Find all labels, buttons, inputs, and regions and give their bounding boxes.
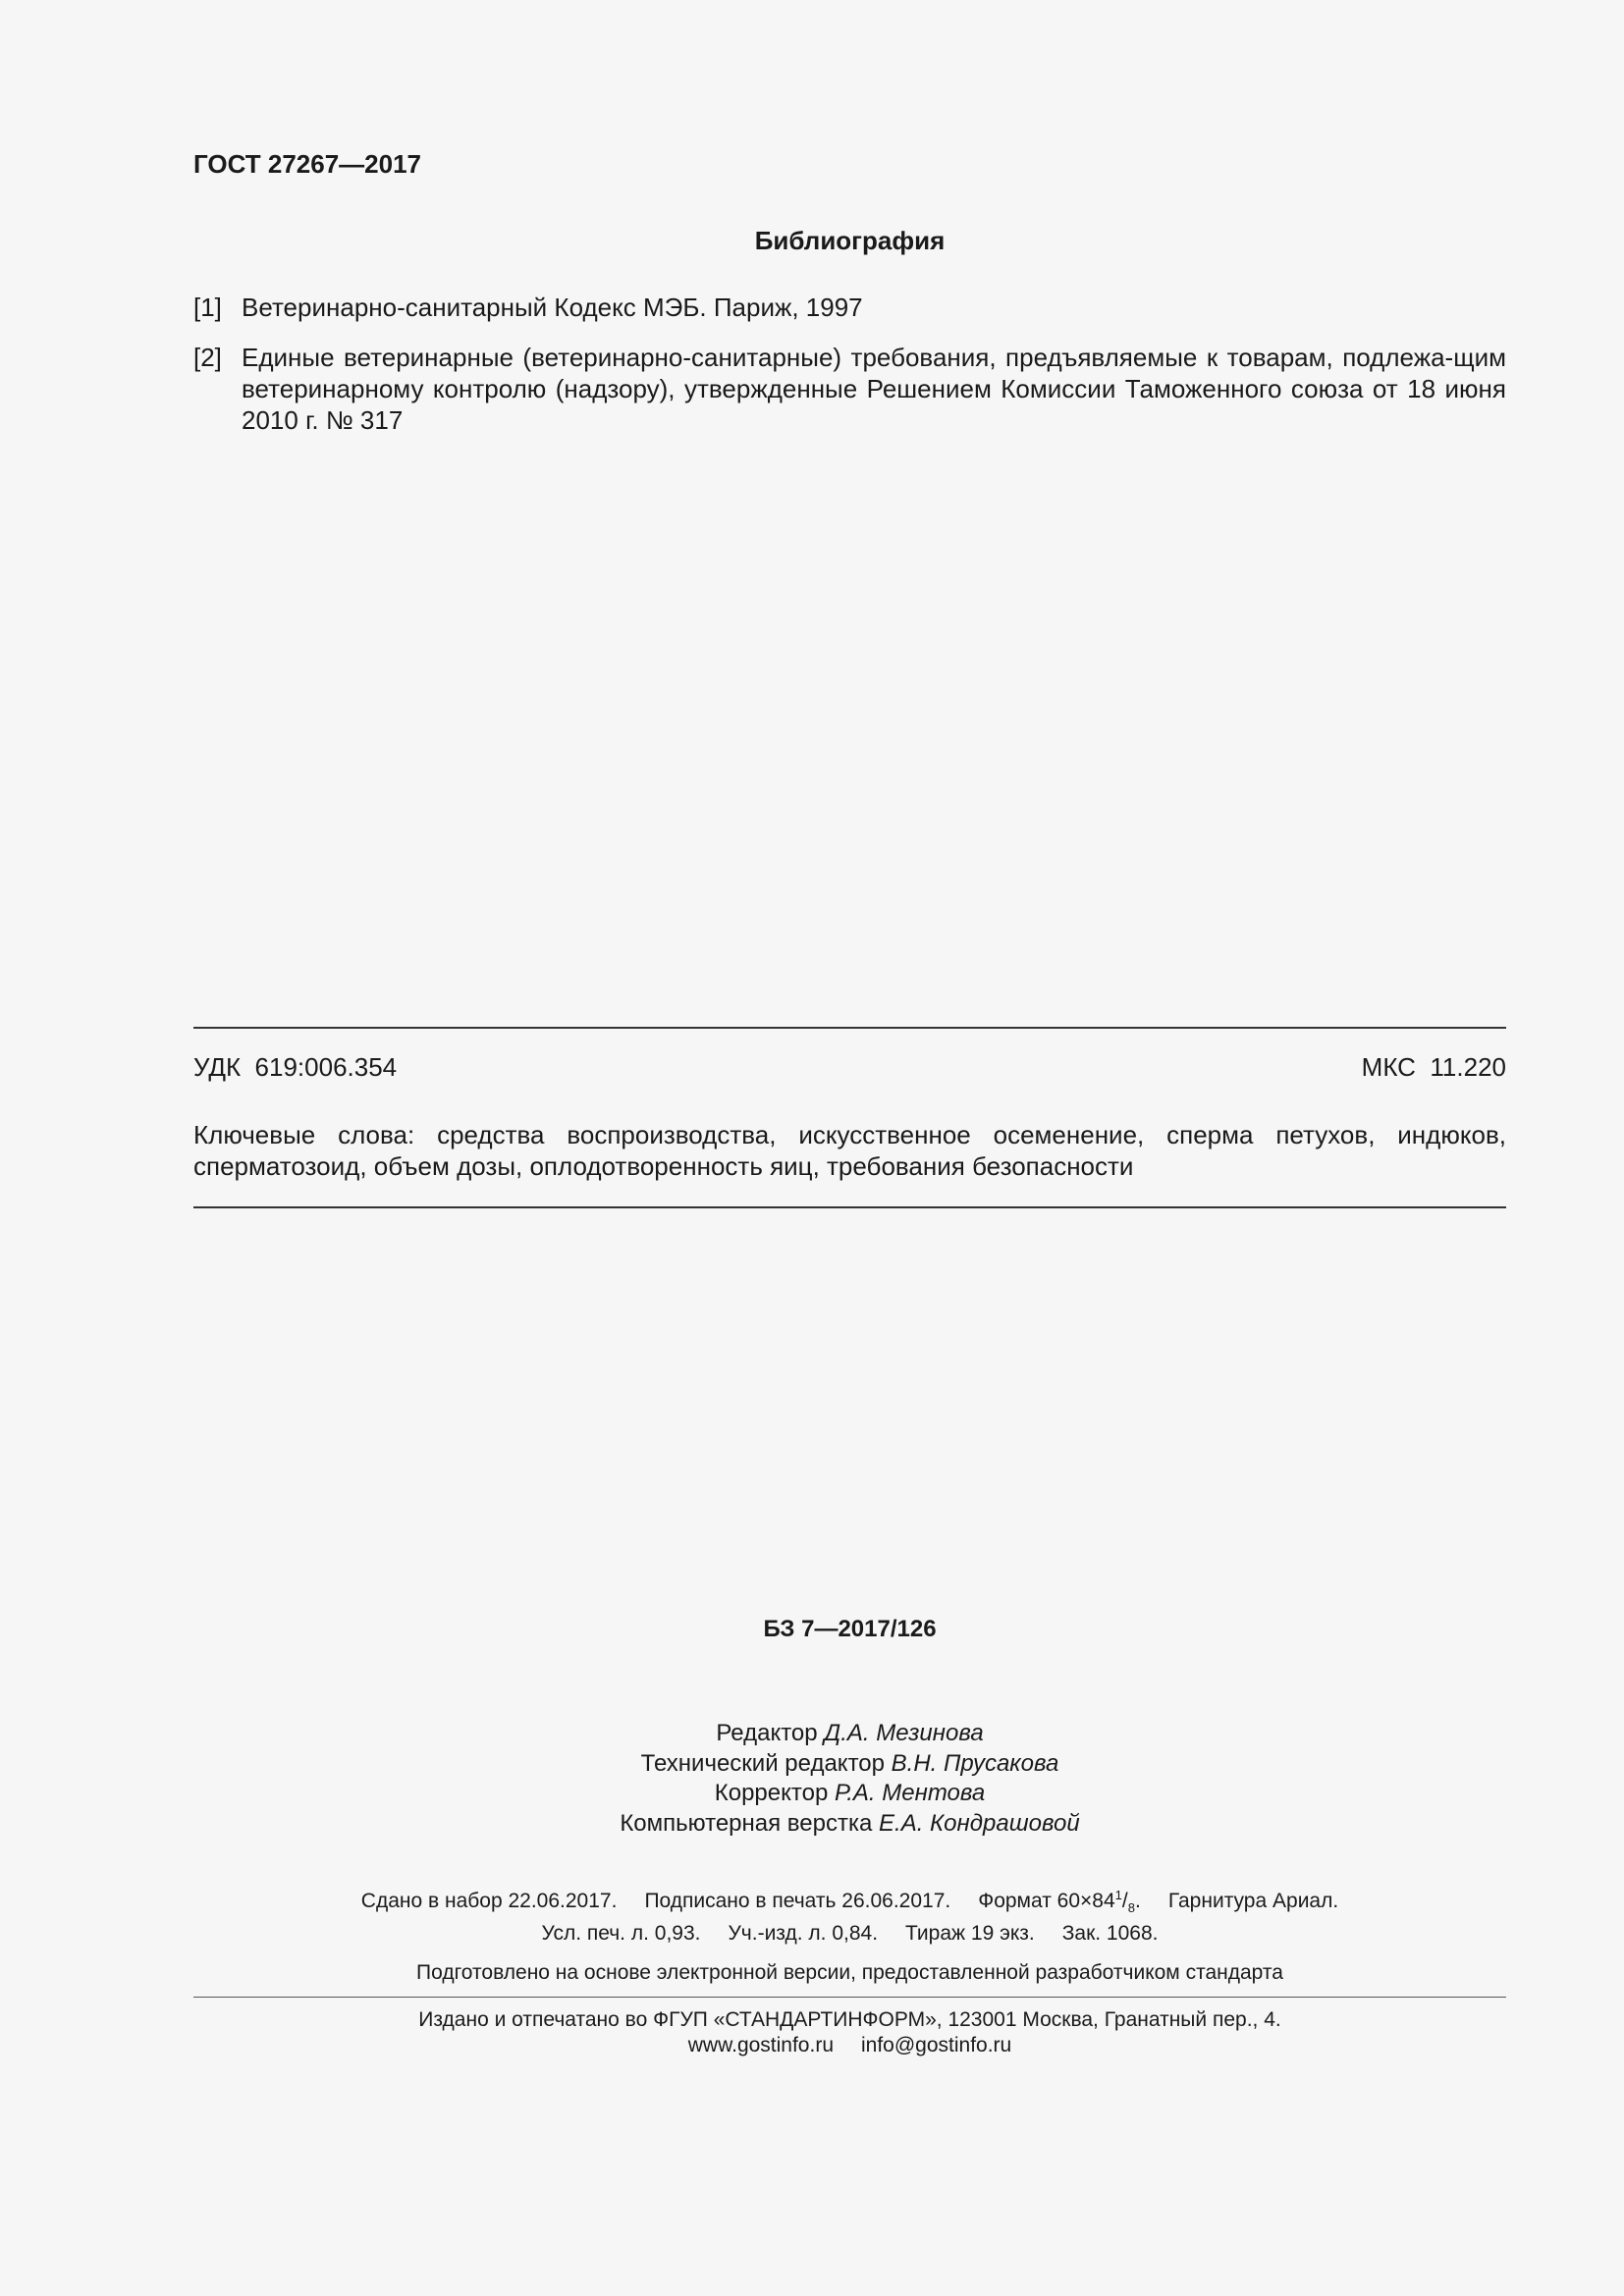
submitted-date: Сдано в набор 22.06.2017. <box>360 1890 618 1912</box>
udk-code: УДК 619:006.354 <box>193 1052 398 1082</box>
bz-number: БЗ 7—2017/126 <box>763 1616 937 1642</box>
order-number: Зак. 1068. <box>1061 1922 1159 1946</box>
divider <box>193 1206 1506 1208</box>
item-number: [1] <box>193 293 222 322</box>
role: Технический редактор <box>640 1749 885 1777</box>
item-number: [2] <box>193 343 222 372</box>
role: Корректор <box>714 1780 829 1806</box>
format-numerator: 1 <box>1114 1888 1122 1902</box>
format-text: Формат 60×84 <box>978 1890 1115 1912</box>
print-run: Тираж 19 экз. <box>905 1922 1035 1946</box>
bibliography-title: Библиография <box>754 226 946 255</box>
standard-number: ГОСТ 27267—2017 <box>193 149 421 179</box>
item-text: Единые ветеринарные (ветеринарно-санитарные) требования, предъявляемые к товарам, подлежа-щим ветеринарному контролю (надзору), утвержденные Решением Комиссии Таможенного союза от 18 июня 2010 г. № 317 <box>242 343 1506 435</box>
role: Компьютерная верстка <box>620 1809 873 1837</box>
keywords: Ключевые слова: средства воспроизводства, искусственное осеменение, сперма петухов, индюков, сперматозоид, объем дозы, оплодотворенность яиц, требования безопасности <box>193 1120 1506 1181</box>
print-sheets: Усл. печ. л. 0,93. <box>541 1922 701 1946</box>
person-name: В.Н. Прусакова <box>891 1749 1059 1777</box>
typeface: Гарнитура Ариал. <box>1167 1890 1339 1912</box>
classification-row <box>193 1052 1506 1083</box>
website-link[interactable]: www.gostinfo.ru <box>687 2034 834 2056</box>
publisher <box>193 2007 1506 2058</box>
mks-code: МКС 11.220 <box>1361 1052 1506 1082</box>
divider <box>193 1997 1506 1998</box>
prepared-note: Подготовлено на основе электронной версии, предоставленной разработчиком стандарта <box>416 1961 1283 1984</box>
format-denominator: 8 <box>1127 1900 1135 1916</box>
pub-sheets: Уч.-изд. л. 0,84. <box>728 1922 879 1946</box>
person-name: Е.А. Кондрашовой <box>879 1809 1080 1837</box>
publisher-line: Издано и отпечатано во ФГУП «СТАНДАРТИНФОРМ», 123001 Москва, Гранатный пер., 4. <box>418 2008 1281 2031</box>
signed-date: Подписано в печать 26.06.2017. <box>644 1890 951 1912</box>
staff-layout <box>193 1809 1506 1840</box>
bibliography-item <box>193 342 1506 436</box>
divider <box>193 1027 1506 1029</box>
staff-corrector <box>193 1779 1506 1809</box>
staff-list <box>193 1719 1506 1839</box>
person-name: Д.А. Мезинова <box>824 1720 984 1746</box>
bibliography-item <box>193 292 1506 323</box>
item-text: Ветеринарно-санитарный Кодекс МЭБ. Париж, 1997 <box>242 293 863 322</box>
format: Формат $60\times 84^1/_8$. <box>978 1888 1141 1916</box>
person-name: Р.А. Ментова <box>834 1780 986 1806</box>
staff-tech-editor <box>193 1749 1506 1780</box>
imprint <box>193 1883 1506 1947</box>
role: Редактор <box>716 1720 818 1746</box>
email-link[interactable]: info@gostinfo.ru <box>861 2034 1012 2056</box>
staff-editor <box>193 1719 1506 1749</box>
